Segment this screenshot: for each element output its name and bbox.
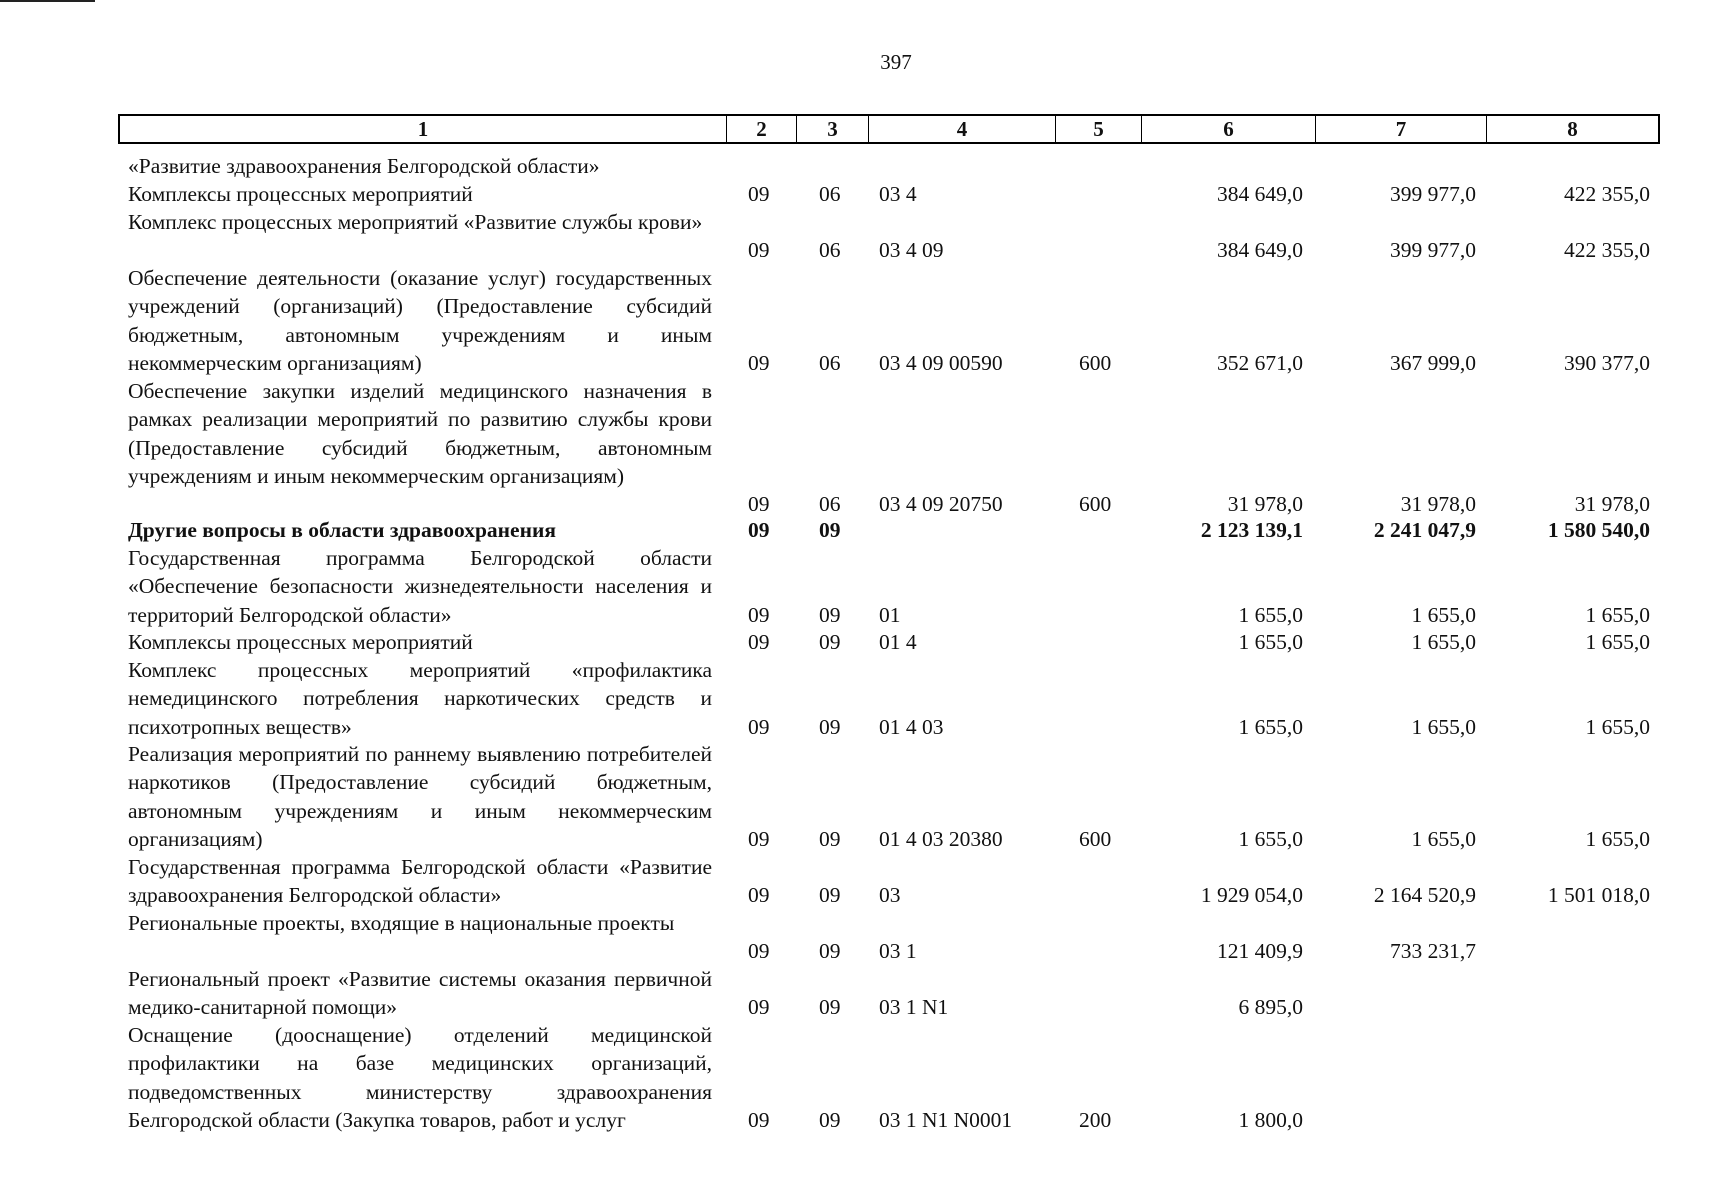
header-col-4: 4 [868, 116, 1055, 142]
header-col-7: 7 [1315, 116, 1486, 142]
scan-edge-mark [0, 0, 95, 2]
row-cell-c2: 09 [748, 182, 770, 206]
row-cell-c4: 03 1 N1 [879, 995, 949, 1020]
row-cell-c8: 390 377,0 [1564, 350, 1650, 375]
row-cell-c3: 09 [819, 995, 841, 1020]
row-cell-c8: 1 655,0 [1585, 714, 1650, 739]
row-cell-c2: 09 [748, 630, 770, 654]
header-col-1: 1 [417, 117, 429, 141]
row-cell-c3: 06 [819, 182, 841, 206]
row-cell-c4: 01 4 03 [879, 714, 944, 739]
row-cell-c8: 1 655,0 [1585, 826, 1650, 851]
row-cell-c3: 09 [819, 826, 841, 851]
row-cell-c6: 6 895,0 [1238, 995, 1303, 1020]
row-cell-c7: 1 655,0 [1411, 714, 1476, 739]
row-cell-c4: 01 [879, 602, 901, 627]
row-cell-c7: 31 978,0 [1400, 492, 1476, 517]
row-cell-c7: 1 655,0 [1411, 602, 1476, 627]
row-description: «Развитие здравоохранения Белгородской области» [128, 154, 600, 178]
row-description: Обеспечение деятельности (оказание услуг) государственных учреждений (организаций) (Предоставление субсидий бюджетным, автономным учреждениям и иным некоммерческим организациям) [128, 266, 712, 375]
row-description: Региональный проект «Развитие системы оказания первичной медико-санитарной помощи» [128, 967, 712, 1020]
row-cell-c3: 09 [819, 714, 841, 739]
row-cell-c6: 2 123 139,1 [1200, 518, 1303, 542]
row-cell-c3: 06 [819, 350, 841, 375]
row-cell-c7: 399 977,0 [1390, 238, 1476, 263]
row-cell-c6: 1 655,0 [1238, 714, 1303, 739]
row-cell-c8: 31 978,0 [1574, 492, 1650, 517]
row-cell-c3: 09 [819, 939, 841, 964]
header-col-6: 6 [1141, 116, 1315, 142]
row-cell-c8: 422 355,0 [1564, 238, 1650, 263]
row-description: Оснащение (дооснащение) отделений медицинской профилактики на базе медицинских организаций, подведомственных министерству здравоохранения Белгородской области (Закупка товаров, работ и услуг [128, 1023, 712, 1132]
row-cell-c3: 09 [819, 518, 841, 542]
row-cell-c7: 367 999,0 [1390, 350, 1476, 375]
row-cell-c3: 09 [819, 883, 841, 908]
header-col-8: 8 [1486, 116, 1658, 142]
row-cell-c5: 600 [1079, 826, 1112, 851]
row-cell-c7: 1 655,0 [1411, 630, 1476, 654]
row-cell-c5: 600 [1079, 492, 1112, 517]
row-cell-c6: 121 409,9 [1217, 939, 1303, 964]
row-cell-c8: 1 655,0 [1585, 602, 1650, 627]
row-cell-c2: 09 [748, 518, 770, 542]
row-cell-c8: 1 655,0 [1585, 630, 1650, 654]
page-number: 397 [880, 50, 912, 74]
row-cell-c2: 09 [748, 939, 770, 964]
row-cell-c3: 09 [819, 602, 841, 627]
row-cell-c4: 01 4 [879, 630, 917, 654]
row-cell-c6: 31 978,0 [1227, 492, 1303, 517]
row-cell-c2: 09 [748, 492, 770, 517]
row-cell-c6: 1 929 054,0 [1200, 883, 1303, 908]
row-cell-c8: 1 501 018,0 [1547, 883, 1650, 908]
row-cell-c6: 384 649,0 [1217, 238, 1303, 263]
row-description: Комплексы процессных мероприятий [128, 630, 473, 654]
row-cell-c4: 03 4 09 00590 [879, 350, 1003, 375]
table-header [118, 114, 1660, 144]
row-cell-c6: 1 800,0 [1238, 1107, 1303, 1132]
row-cell-c2: 09 [748, 995, 770, 1020]
header-col-3: 3 [796, 116, 868, 142]
row-cell-c6: 1 655,0 [1238, 630, 1303, 654]
row-cell-c4: 03 4 09 20750 [879, 492, 1003, 517]
row-cell-c7: 2 164 520,9 [1373, 883, 1476, 908]
row-cell-c2: 09 [748, 826, 770, 851]
header-col-2: 2 [726, 116, 796, 142]
row-cell-c3: 06 [819, 238, 841, 263]
row-cell-c3: 09 [819, 630, 841, 654]
row-cell-c7: 1 655,0 [1411, 826, 1476, 851]
row-cell-c2: 09 [748, 602, 770, 627]
row-cell-c4: 03 1 [879, 939, 917, 964]
row-description: Реализация мероприятий по раннему выявлению потребителей наркотиков (Предоставление субсидий бюджетным, автономным учреждениям и иным некоммерческим организациям) [128, 742, 712, 851]
row-cell-c2: 09 [748, 883, 770, 908]
row-cell-c6: 1 655,0 [1238, 826, 1303, 851]
row-description: Комплекс процессных мероприятий «профилактика немедицинского потребления наркотических средств и психотропных веществ» [128, 658, 712, 739]
row-cell-c3: 09 [819, 1107, 841, 1132]
row-cell-c4: 01 4 03 20380 [879, 826, 1003, 851]
row-description: Государственная программа Белгородской области «Обеспечение безопасности жизнедеятельности населения и территорий Белгородской области» [128, 546, 712, 627]
row-cell-c7: 733 231,7 [1390, 939, 1476, 964]
header-col-5: 5 [1055, 116, 1141, 142]
row-cell-c7: 399 977,0 [1390, 182, 1476, 206]
row-description: Обеспечение закупки изделий медицинского назначения в рамках реализации мероприятий по развитию службы крови (Предоставление субсидий бюджетным, автономным учреждениям и иным некоммерческим организациям) [128, 379, 712, 488]
row-cell-c4: 03 4 09 [879, 238, 944, 263]
row-cell-c4: 03 [879, 883, 901, 908]
row-description: Комплекс процессных мероприятий «Развитие службы крови» [128, 210, 703, 234]
row-cell-c4: 03 4 [879, 182, 917, 206]
row-cell-c8: 1 580 540,0 [1547, 518, 1650, 542]
row-description: Региональные проекты, входящие в национальные проекты [128, 911, 675, 935]
row-cell-c2: 09 [748, 350, 770, 375]
row-cell-c7: 2 241 047,9 [1373, 518, 1476, 542]
row-cell-c4: 03 1 N1 N0001 [879, 1107, 1013, 1132]
row-cell-c6: 1 655,0 [1238, 602, 1303, 627]
row-cell-c3: 06 [819, 492, 841, 517]
row-cell-c5: 600 [1079, 350, 1112, 375]
row-cell-c6: 352 671,0 [1217, 350, 1303, 375]
row-cell-c2: 09 [748, 238, 770, 263]
row-cell-c6: 384 649,0 [1217, 182, 1303, 206]
row-cell-c8: 422 355,0 [1564, 182, 1650, 206]
row-cell-c2: 09 [748, 714, 770, 739]
row-description: Государственная программа Белгородской области «Развитие здравоохранения Белгородской области» [128, 855, 712, 908]
row-cell-c2: 09 [748, 1107, 770, 1132]
row-description: Комплексы процессных мероприятий [128, 182, 473, 206]
row-description: Другие вопросы в области здравоохранения [128, 518, 556, 542]
row-cell-c5: 200 [1079, 1107, 1112, 1132]
